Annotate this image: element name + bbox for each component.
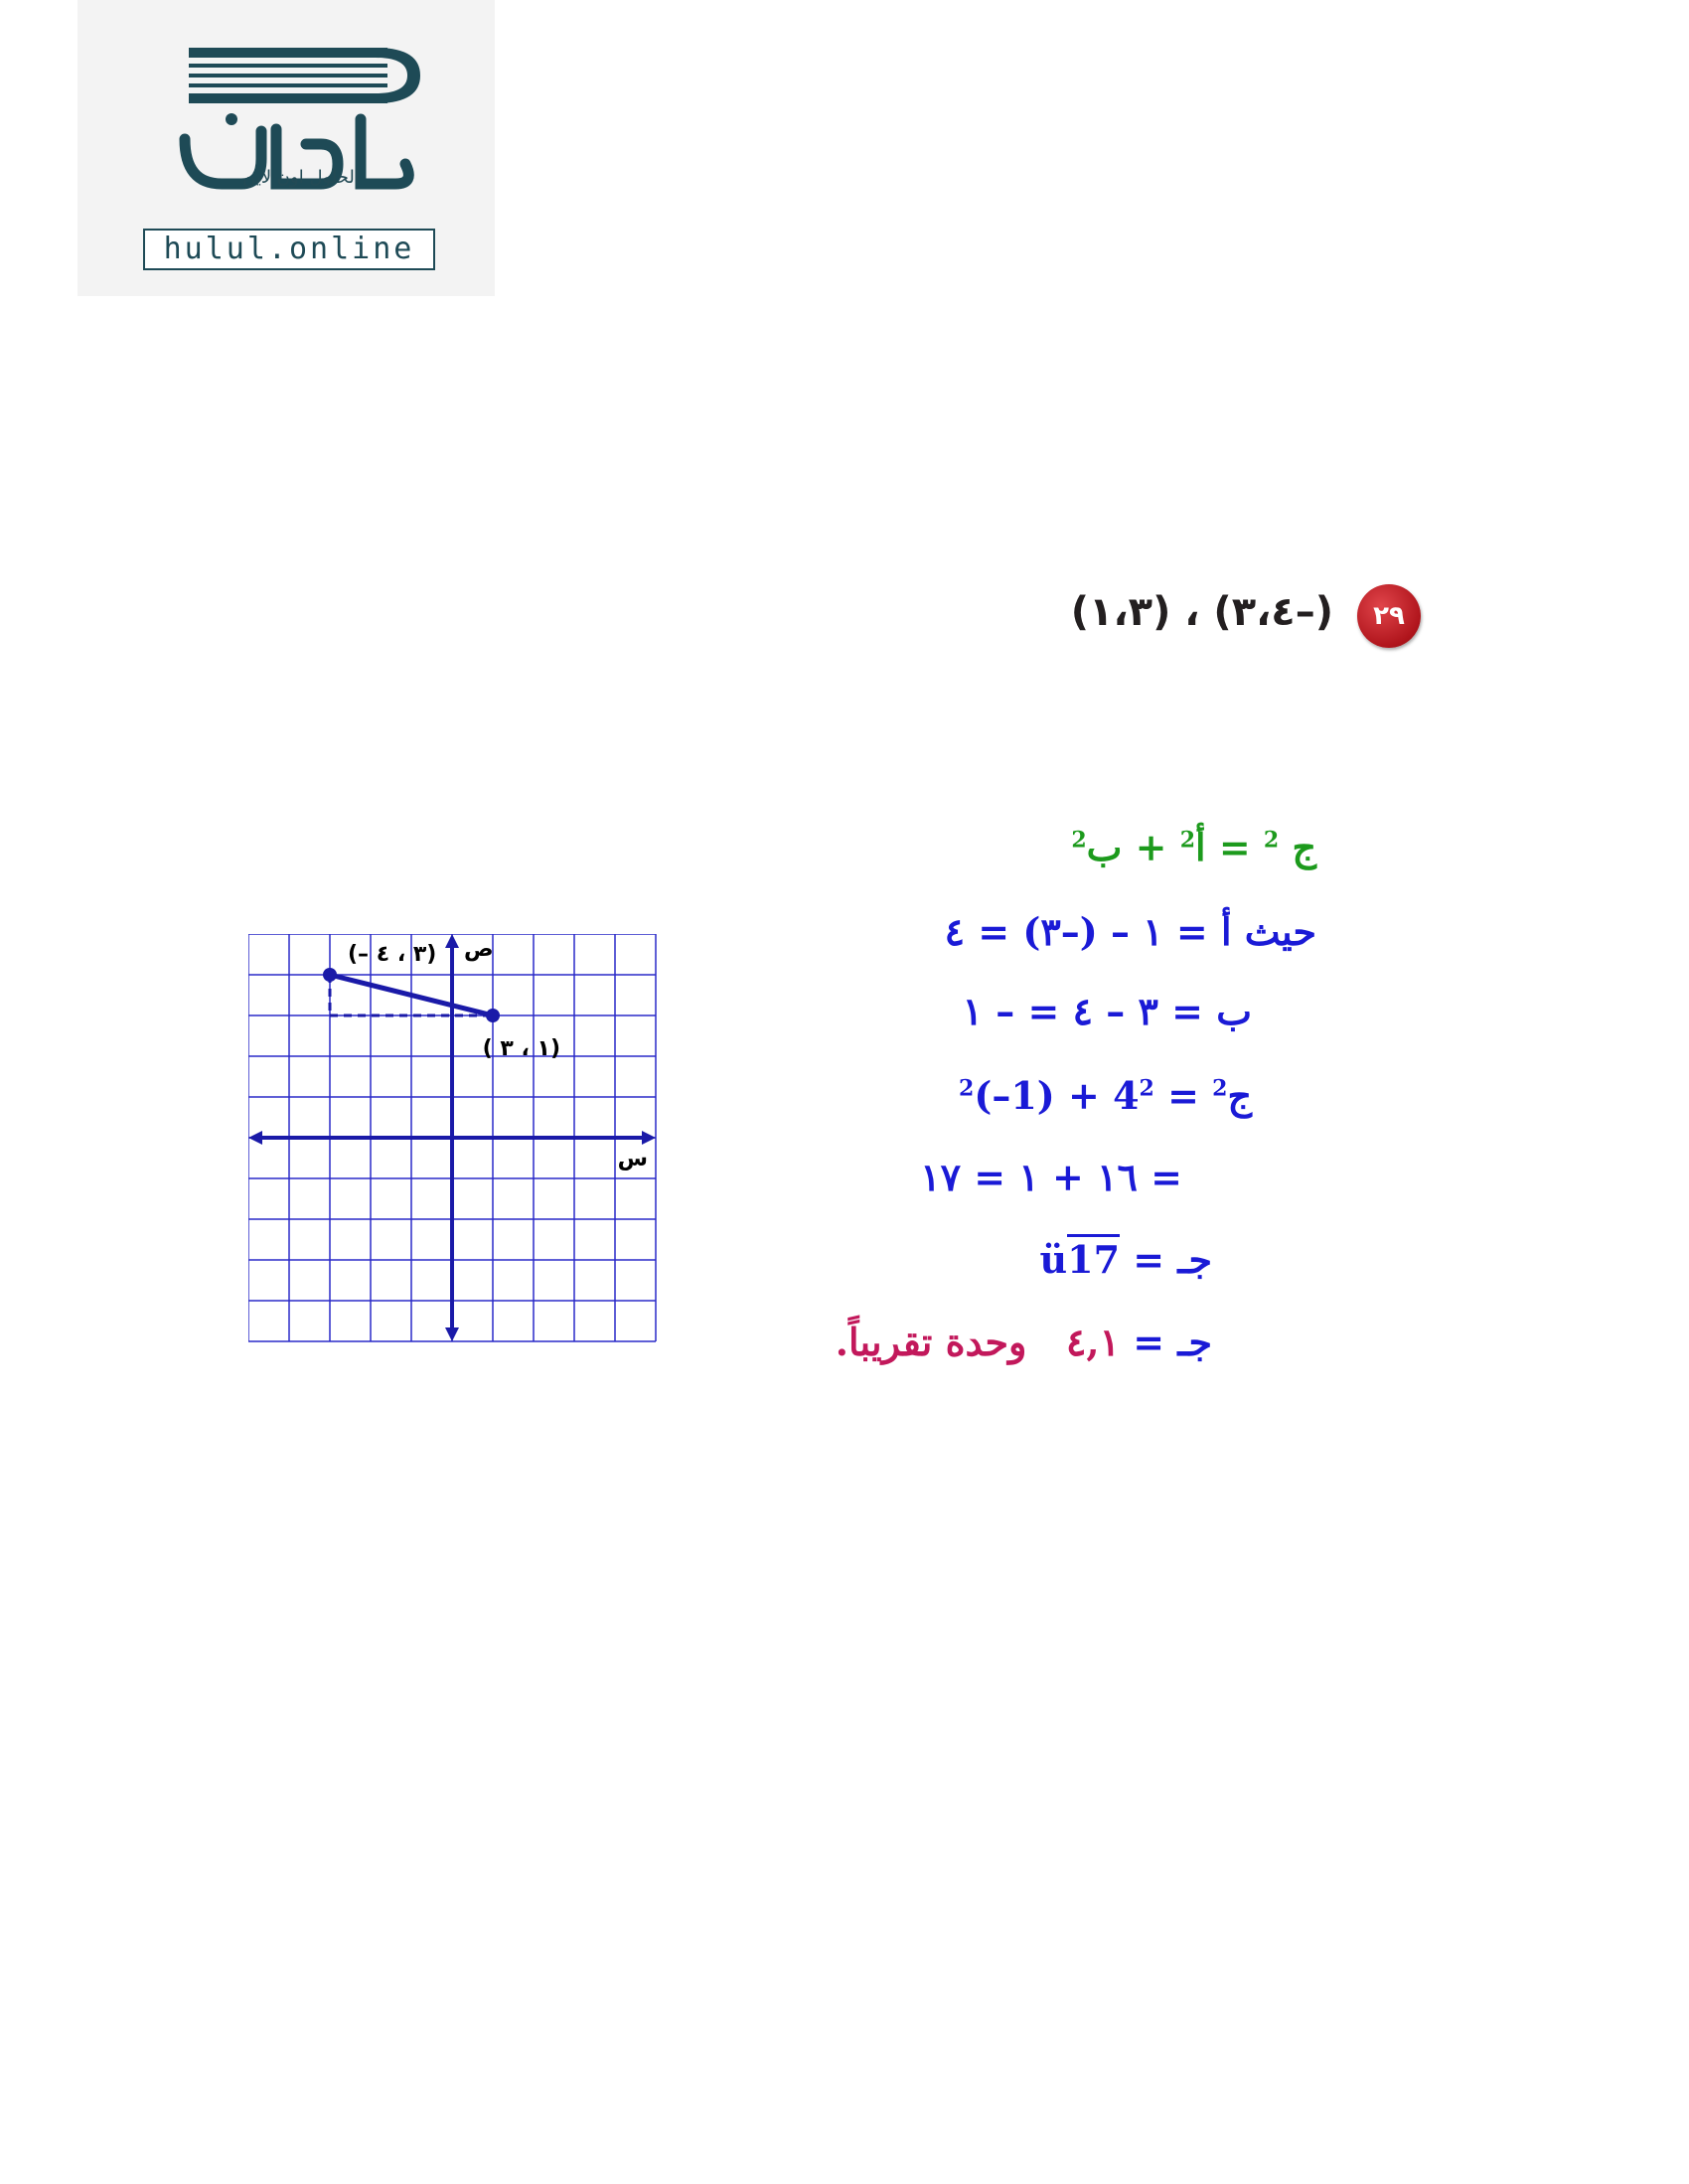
- formula-a: أ: [1195, 825, 1206, 869]
- x-axis-label: س: [617, 1147, 648, 1171]
- formula-j: ج: [1292, 825, 1316, 869]
- step-f-result: [836, 1320, 1212, 1364]
- logo-domain-text: hulul.online: [143, 229, 435, 270]
- step-e-j: جـ: [1177, 1237, 1212, 1282]
- pythagorean-formula: [1071, 825, 1316, 869]
- y-axis-arrow-down: [445, 1327, 459, 1341]
- step-f-value: ٤,١: [1066, 1320, 1121, 1364]
- step-e-root: [1040, 1237, 1212, 1282]
- step-e-radicand: 17: [1067, 1234, 1120, 1282]
- formula-plus: +: [1135, 825, 1167, 869]
- coordinate-grid-figure: [248, 934, 666, 1355]
- logo-tagline: الحلول اون لاين: [242, 167, 360, 188]
- x-axis-arrow-right: [642, 1131, 656, 1145]
- step-a-value: حيث أ = ١ – (–٣) = ٤: [944, 909, 1316, 954]
- formula-b: ب: [1086, 825, 1123, 869]
- step-f-unit: وحدة تقريباً.: [835, 1320, 1027, 1364]
- step-c-substitution: [959, 1073, 1252, 1118]
- formula-eq: =: [1218, 825, 1251, 869]
- axes: [248, 934, 656, 1341]
- formula-b-exp: 2: [1071, 827, 1087, 854]
- step-d-sum: = ١٦ + ١ = ١٧: [920, 1155, 1182, 1199]
- step-c-four: 4: [1113, 1073, 1140, 1118]
- point-a-marker: [323, 968, 337, 982]
- point-b-label: ( ١ ، ٣): [482, 1036, 560, 1061]
- formula-j-exp: 2: [1263, 827, 1280, 854]
- step-c-j: ج: [1227, 1073, 1252, 1118]
- hulul-logo: [77, 0, 495, 296]
- step-c-plus: +: [1068, 1073, 1100, 1118]
- exercise-header: [1003, 581, 1421, 651]
- step-f-eq: =: [1133, 1320, 1165, 1364]
- point-b-marker: [486, 1009, 500, 1022]
- step-c-four-exp: 2: [1139, 1075, 1154, 1102]
- y-axis-label: ص: [464, 937, 494, 962]
- point-a-label: (– ٣ ، ٤): [348, 942, 437, 967]
- step-b-value: ب = ٣ – ٤ = – ١: [962, 989, 1252, 1033]
- exercise-number-badge: ٢٩: [1357, 584, 1421, 648]
- step-c-j-exp: 2: [1212, 1075, 1228, 1102]
- radical-sign: ü: [1039, 1237, 1068, 1282]
- step-c-eq: =: [1167, 1073, 1199, 1118]
- step-c-neg-one: (1–): [974, 1073, 1055, 1118]
- formula-a-exp: 2: [1179, 827, 1196, 854]
- step-e-eq: =: [1133, 1237, 1165, 1282]
- step-c-neg-one-exp: 2: [959, 1075, 975, 1102]
- x-axis-arrow-left: [248, 1131, 262, 1145]
- coordinate-grid: [248, 934, 666, 1351]
- y-axis-arrow-up: [445, 934, 459, 948]
- step-f-j: جـ: [1177, 1320, 1212, 1364]
- exercise-points: (–٣،٤) ، (١،٣): [1070, 589, 1333, 635]
